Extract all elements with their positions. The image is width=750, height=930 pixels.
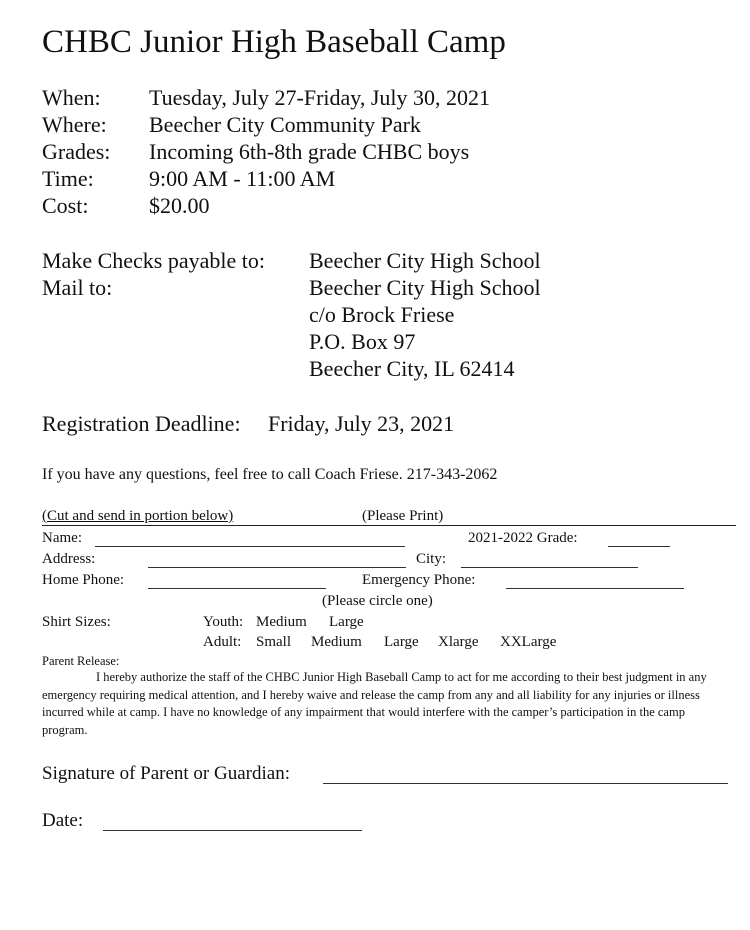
page-title: CHBC Junior High Baseball Camp [42, 24, 506, 60]
when-value: Tuesday, July 27-Friday, July 30, 2021 [149, 85, 491, 110]
emergency-phone-label: Emergency Phone: [362, 572, 476, 588]
where-value: Beecher City Community Park [149, 112, 421, 137]
name-field[interactable] [95, 546, 405, 547]
shirt-sizes-label: Shirt Sizes: [42, 614, 111, 630]
adult-size-option[interactable]: Xlarge [438, 634, 479, 650]
date-label: Date: [42, 810, 84, 831]
adult-size-option[interactable]: XXLarge [500, 634, 557, 650]
release-text: I hereby authorize the staff of the CHBC Junior High Baseball Camp to act for me according to their best judgment in any emergency requiring medical attention, and I hereby waive and release the camp from any and all liability for any injuries or illness incurred while at camp. I have no knowledge of any impairment that would interfere with the camper’s participation in the camp program. [42, 670, 707, 737]
youth-size-option[interactable]: Medium [256, 614, 307, 630]
where-label: Where: [42, 112, 107, 137]
city-field[interactable] [461, 567, 638, 568]
mail-line: P.O. Box 97 [309, 329, 416, 354]
mail-line: c/o Brock Friese [309, 302, 455, 327]
address-field[interactable] [148, 567, 406, 568]
adult-label: Adult: [203, 634, 242, 650]
deadline-label: Registration Deadline: [42, 411, 241, 436]
time-label: Time: [42, 166, 94, 191]
checks-value: Beecher City High School [309, 248, 541, 273]
signature-label: Signature of Parent or Guardian: [42, 763, 290, 784]
adult-size-option[interactable]: Medium [311, 634, 362, 650]
date-field[interactable] [103, 830, 362, 831]
name-label: Name: [42, 530, 82, 546]
mail-line: Beecher City, IL 62414 [309, 356, 515, 381]
cost-label: Cost: [42, 193, 89, 218]
address-label: Address: [42, 551, 96, 567]
circle-one-note: (Please circle one) [322, 593, 433, 609]
city-label: City: [416, 551, 447, 567]
grades-value: Incoming 6th-8th grade CHBC boys [149, 139, 470, 164]
adult-size-option[interactable]: Small [256, 634, 292, 650]
youth-size-option[interactable]: Large [329, 614, 364, 630]
mail-label: Mail to: [42, 275, 113, 300]
cost-value: $20.00 [149, 193, 210, 218]
signature-field[interactable] [323, 783, 728, 784]
time-value: 9:00 AM - 11:00 AM [149, 166, 336, 191]
home-phone-label: Home Phone: [42, 572, 125, 588]
when-label: When: [42, 85, 101, 110]
youth-label: Youth: [203, 614, 244, 630]
cut-line [42, 525, 736, 526]
emergency-phone-field[interactable] [506, 588, 684, 589]
grade-label: 2021-2022 Grade: [468, 530, 578, 546]
cut-instruction: (Cut and send in portion below) [42, 508, 234, 524]
please-print: (Please Print) [362, 508, 444, 524]
questions-text: If you have any questions, feel free to call Coach Friese. 217-343-2062 [42, 466, 498, 483]
mail-line: Beecher City High School [309, 275, 541, 300]
home-phone-field[interactable] [148, 588, 326, 589]
grade-field[interactable] [608, 546, 670, 547]
checks-label: Make Checks payable to: [42, 248, 265, 273]
deadline-value: Friday, July 23, 2021 [268, 411, 455, 436]
grades-label: Grades: [42, 139, 111, 164]
release-label: Parent Release: [42, 654, 120, 668]
adult-size-option[interactable]: Large [384, 634, 419, 650]
